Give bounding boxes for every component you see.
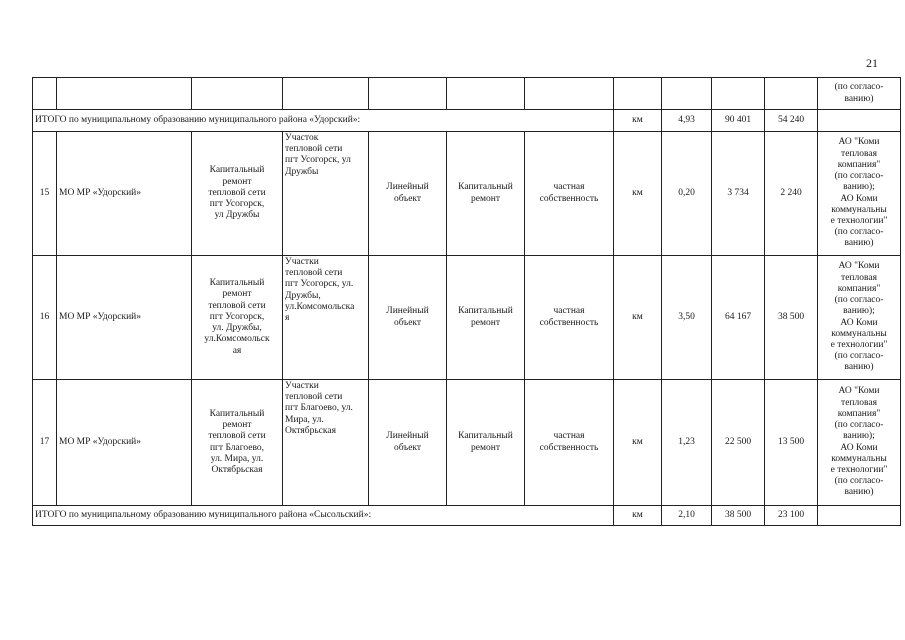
total-cost-2: 23 100 xyxy=(765,506,818,526)
cell-unit: км xyxy=(614,132,662,256)
cell-empty xyxy=(283,78,369,110)
cell-empty xyxy=(369,78,447,110)
cell-location: Участки тепловой сети пгт Благоево, ул. Мира, ул. Октябрьская xyxy=(283,380,369,506)
cell-empty xyxy=(614,78,662,110)
cell-location: Участок тепловой сети пгт Усогорск, ул Дружбы xyxy=(283,132,369,256)
row-number: 15 xyxy=(33,132,57,256)
cell-municipality: МО МР «Удорский» xyxy=(57,256,192,380)
total-row-sysola xyxy=(33,506,901,526)
cell-empty xyxy=(712,78,765,110)
total-cost: 90 401 xyxy=(712,110,765,132)
cell-ownership: частная собственность xyxy=(525,132,614,256)
cell-cost-2: 2 240 xyxy=(765,132,818,256)
cell-cost: 22 500 xyxy=(712,380,765,506)
cell-measure: Капитальный ремонт тепловой сети пгт Усогорск, ул Дружбы xyxy=(192,132,283,256)
cell-object-type: Линейный объект xyxy=(369,132,447,256)
cell-work-type: Капитальный ремонт xyxy=(447,132,525,256)
cell-location: Участки тепловой сети пгт Усогорск, ул. Дружбы, ул.Комсомольска я xyxy=(283,256,369,380)
table-row xyxy=(33,380,901,506)
total-unit: км xyxy=(614,110,662,132)
cell-responsible: АО "Коми тепловая компания" (по согласо- ванию); АО Коми коммунальны е технологии" (по согласо- ванию) xyxy=(818,256,901,380)
total-row-udora xyxy=(33,110,901,132)
total-label: ИТОГО по муниципальному образованию муниципального района «Удорский»: xyxy=(33,110,614,132)
table-row xyxy=(33,132,901,256)
continuation-row xyxy=(33,78,901,110)
cell-measure: Капитальный ремонт тепловой сети пгт Усогорск, ул. Дружбы, ул.Комсомольск ая xyxy=(192,256,283,380)
cell-object-type: Линейный объект xyxy=(369,256,447,380)
total-cost: 38 500 xyxy=(712,506,765,526)
table-row xyxy=(33,256,901,380)
total-length: 4,93 xyxy=(662,110,712,132)
cell-responsible: АО "Коми тепловая компания" (по согласо- ванию); АО Коми коммунальны е технологии" (по согласо- ванию) xyxy=(818,380,901,506)
total-label: ИТОГО по муниципальному образованию муниципального района «Сысольский»: xyxy=(33,506,614,526)
cell-empty xyxy=(192,78,283,110)
cell-work-type: Капитальный ремонт xyxy=(447,256,525,380)
page-number: 21 xyxy=(866,56,878,70)
total-length: 2,10 xyxy=(662,506,712,526)
cell-unit: км xyxy=(614,380,662,506)
cell-work-type: Капитальный ремонт xyxy=(447,380,525,506)
cell-ownership: частная собственность xyxy=(525,380,614,506)
cell-responsible: АО "Коми тепловая компания" (по согласо- ванию); АО Коми коммунальны е технологии" (по согласо- ванию) xyxy=(818,132,901,256)
cell-empty xyxy=(57,78,192,110)
cell-length: 3,50 xyxy=(662,256,712,380)
cell-cost-2: 13 500 xyxy=(765,380,818,506)
cell-unit: км xyxy=(614,256,662,380)
cell-cost: 64 167 xyxy=(712,256,765,380)
plan-table xyxy=(32,77,901,526)
cell-empty xyxy=(765,78,818,110)
cell-length: 0,20 xyxy=(662,132,712,256)
cell-responsible: (по согласо- ванию) xyxy=(818,78,901,110)
cell-empty xyxy=(662,78,712,110)
cell-empty xyxy=(818,506,901,526)
cell-length: 1,23 xyxy=(662,380,712,506)
row-number: 17 xyxy=(33,380,57,506)
cell-empty xyxy=(818,110,901,132)
cell-ownership: частная собственность xyxy=(525,256,614,380)
total-cost-2: 54 240 xyxy=(765,110,818,132)
cell-municipality: МО МР «Удорский» xyxy=(57,132,192,256)
cell-empty xyxy=(447,78,525,110)
row-number: 16 xyxy=(33,256,57,380)
cell-cost-2: 38 500 xyxy=(765,256,818,380)
cell-object-type: Линейный объект xyxy=(369,380,447,506)
cell-municipality: МО МР «Удорский» xyxy=(57,380,192,506)
total-unit: км xyxy=(614,506,662,526)
cell-measure: Капитальный ремонт тепловой сети пгт Благоево, ул. Мира, ул. Октябрьская xyxy=(192,380,283,506)
cell-cost: 3 734 xyxy=(712,132,765,256)
cell-empty xyxy=(33,78,57,110)
cell-empty xyxy=(525,78,614,110)
